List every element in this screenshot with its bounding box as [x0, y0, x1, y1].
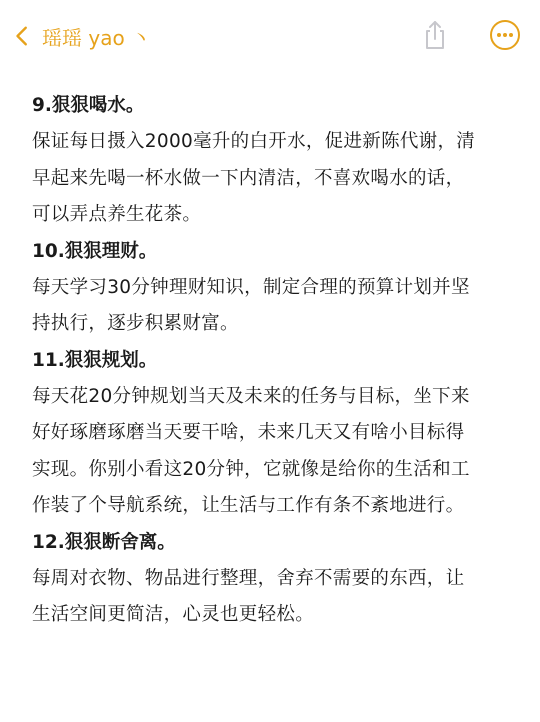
paragraph-line: 早起来先喝一杯水做一下内清洁，不喜欢喝水的话， — [32, 167, 465, 189]
back-button[interactable] — [12, 20, 151, 52]
share-button[interactable] — [418, 18, 452, 52]
more-button[interactable] — [488, 18, 522, 52]
section-heading: 11.狠狠规划。 — [32, 349, 158, 371]
section-heading: 9.狠狠喝水。 — [32, 95, 145, 116]
paragraph-line: 每天学习30分钟理财知识，制定合理的预算计划并坚 — [32, 276, 470, 298]
note-body — [32, 88, 522, 634]
paragraph-line: 好好琢磨琢磨当天要干啥，未来几天又有啥小目标得 — [32, 422, 465, 443]
paragraph-line: 作装了个导航系统，让生活与工作有条不紊地进行。 — [32, 495, 465, 516]
share-icon — [418, 18, 452, 52]
paragraph-line: 每周对衣物、物品进行整理，舍弃不需要的东西，让 — [32, 567, 465, 589]
chevron-left-icon — [12, 25, 34, 47]
section-heading: 12.狠狠断舍离。 — [32, 531, 176, 553]
paragraph-line: 保证每日摄入2000毫升的白开水，促进新陈代谢，清 — [32, 131, 476, 152]
paragraph-line: 可以弄点养生花茶。 — [32, 204, 202, 225]
paragraph-line: 实现。你别小看这20分钟，它就像是给你的生活和工 — [32, 458, 470, 480]
top-navigation-bar — [0, 0, 540, 70]
section-heading: 10.狠狠理财。 — [32, 240, 158, 262]
paragraph-line: 每天花20分钟规划当天及未来的任务与目标，坐下来 — [32, 385, 470, 407]
author-name: 瑶瑶 yao 丶 — [42, 25, 152, 50]
paragraph-line: 生活空间更简洁，心灵也更轻松。 — [32, 604, 315, 625]
more-icon — [488, 18, 522, 52]
paragraph-line: 持执行，逐步积累财富。 — [32, 313, 239, 334]
